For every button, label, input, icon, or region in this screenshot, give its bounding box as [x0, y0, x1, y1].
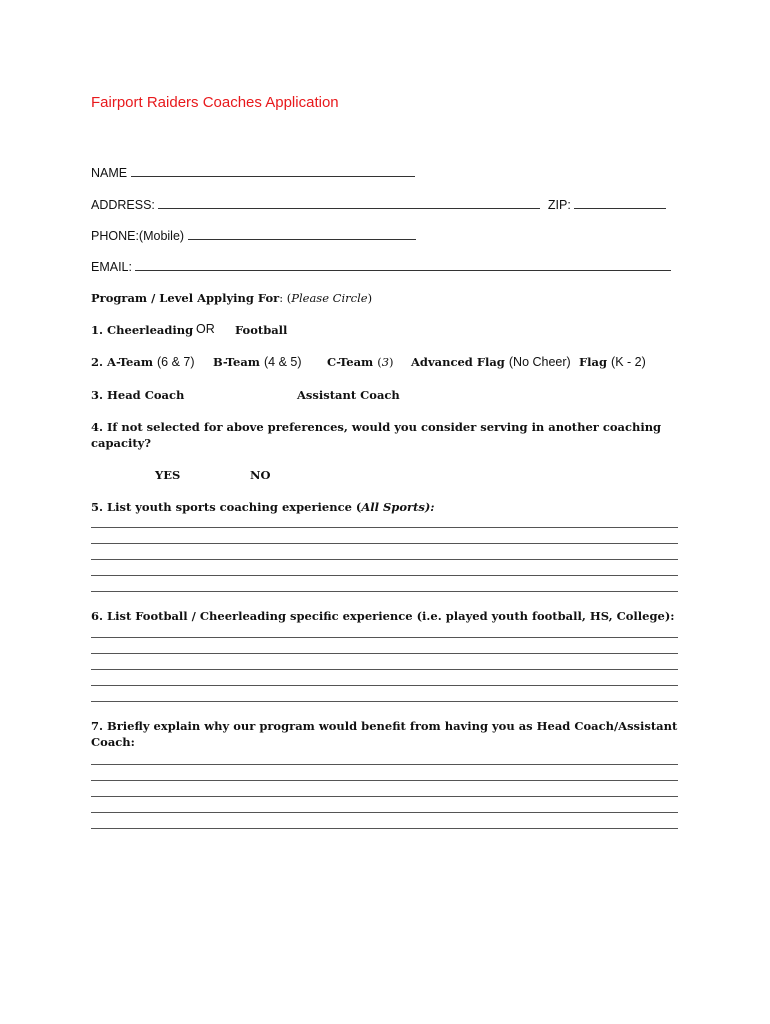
q7-answer-line[interactable]	[91, 796, 678, 797]
q5-answer-line[interactable]	[91, 575, 678, 576]
q5-answer-line[interactable]	[91, 591, 678, 592]
program-colon: : (	[279, 291, 292, 305]
q5-answer-line[interactable]	[91, 543, 678, 544]
email-field[interactable]	[135, 259, 671, 271]
c-team-ages-open: (	[377, 355, 382, 369]
option-yes[interactable]: YES	[155, 468, 181, 482]
q2-number: 2.	[91, 355, 104, 369]
q7-answer-line[interactable]	[91, 812, 678, 813]
b-team-ages: (4 & 5)	[264, 355, 302, 369]
option-football[interactable]: Football	[235, 323, 288, 337]
q1-number: 1.	[91, 323, 104, 337]
a-team-ages: (6 & 7)	[157, 355, 195, 369]
zip-field[interactable]	[574, 197, 666, 209]
option-c-team[interactable]	[327, 355, 394, 369]
option-flag[interactable]	[579, 355, 646, 369]
address-row	[91, 197, 666, 212]
flag-ages: (K - 2)	[611, 355, 646, 369]
program-close: )	[367, 291, 373, 305]
program-heading: Program / Level Applying For	[91, 291, 280, 305]
address-label: ADDRESS:	[91, 198, 155, 212]
name-row	[91, 165, 415, 180]
name-field[interactable]	[131, 165, 415, 177]
q3-number: 3.	[91, 388, 104, 402]
q7-answer-line[interactable]	[91, 780, 678, 781]
c-team-ages-close: )	[389, 355, 394, 369]
option-advanced-flag[interactable]	[411, 355, 571, 369]
q5-answer-line[interactable]	[91, 559, 678, 560]
option-cheerleading[interactable]: Cheerleading	[107, 323, 194, 337]
q5-italic: All Sports):	[361, 500, 435, 514]
option-a-team[interactable]	[91, 355, 195, 369]
form-title: Fairport Raiders Coaches Application	[91, 94, 339, 111]
option-b-team[interactable]	[213, 355, 302, 369]
q6-answer-line[interactable]	[91, 669, 678, 670]
q1-or: OR	[196, 322, 215, 336]
option-no[interactable]: NO	[250, 468, 271, 482]
advanced-flag-label: Advanced Flag	[411, 355, 505, 369]
phone-field[interactable]	[188, 228, 416, 240]
phone-row	[91, 228, 416, 243]
q4-question-line1: 4. If not selected for above preferences, would you consider serving in another coaching	[91, 420, 662, 434]
q5-text: 5. List youth sports coaching experience (	[91, 500, 362, 514]
option-assistant-coach[interactable]: Assistant Coach	[297, 388, 400, 402]
zip-label: ZIP:	[547, 198, 571, 212]
q6-answer-line[interactable]	[91, 637, 678, 638]
q6-answer-line[interactable]	[91, 653, 678, 654]
q6-answer-line[interactable]	[91, 701, 678, 702]
email-label: EMAIL:	[91, 260, 132, 274]
q1-number-and-cheer	[91, 323, 193, 337]
program-hint: Please Circle	[291, 291, 368, 305]
phone-label: PHONE:(Mobile)	[91, 229, 185, 243]
q7-question-line2: Coach:	[91, 735, 135, 749]
name-label: NAME	[91, 166, 128, 180]
head-coach-label: Head Coach	[107, 388, 185, 402]
q5-question	[91, 500, 435, 514]
option-head-coach[interactable]	[91, 388, 184, 402]
q4-question-line2: capacity?	[91, 436, 152, 450]
q7-question-line1: 7. Briefly explain why our program would benefit from having you as Head Coach/Assistant	[91, 719, 678, 733]
email-row	[91, 259, 671, 274]
address-field[interactable]	[158, 197, 540, 209]
q6-answer-line[interactable]	[91, 685, 678, 686]
advanced-flag-note: (No Cheer)	[508, 355, 571, 369]
q5-answer-line[interactable]	[91, 527, 678, 528]
b-team-label: B-Team	[213, 355, 260, 369]
flag-label: Flag	[579, 355, 608, 369]
program-heading-row	[91, 291, 372, 305]
c-team-label: C-Team	[327, 355, 374, 369]
q6-question: 6. List Football / Cheerleading specific experience (i.e. played youth football, HS, College):	[91, 609, 675, 623]
a-team-label: A-Team	[107, 355, 153, 369]
c-team-ages: 3	[381, 355, 390, 369]
q7-answer-line[interactable]	[91, 764, 678, 765]
q7-answer-line[interactable]	[91, 828, 678, 829]
